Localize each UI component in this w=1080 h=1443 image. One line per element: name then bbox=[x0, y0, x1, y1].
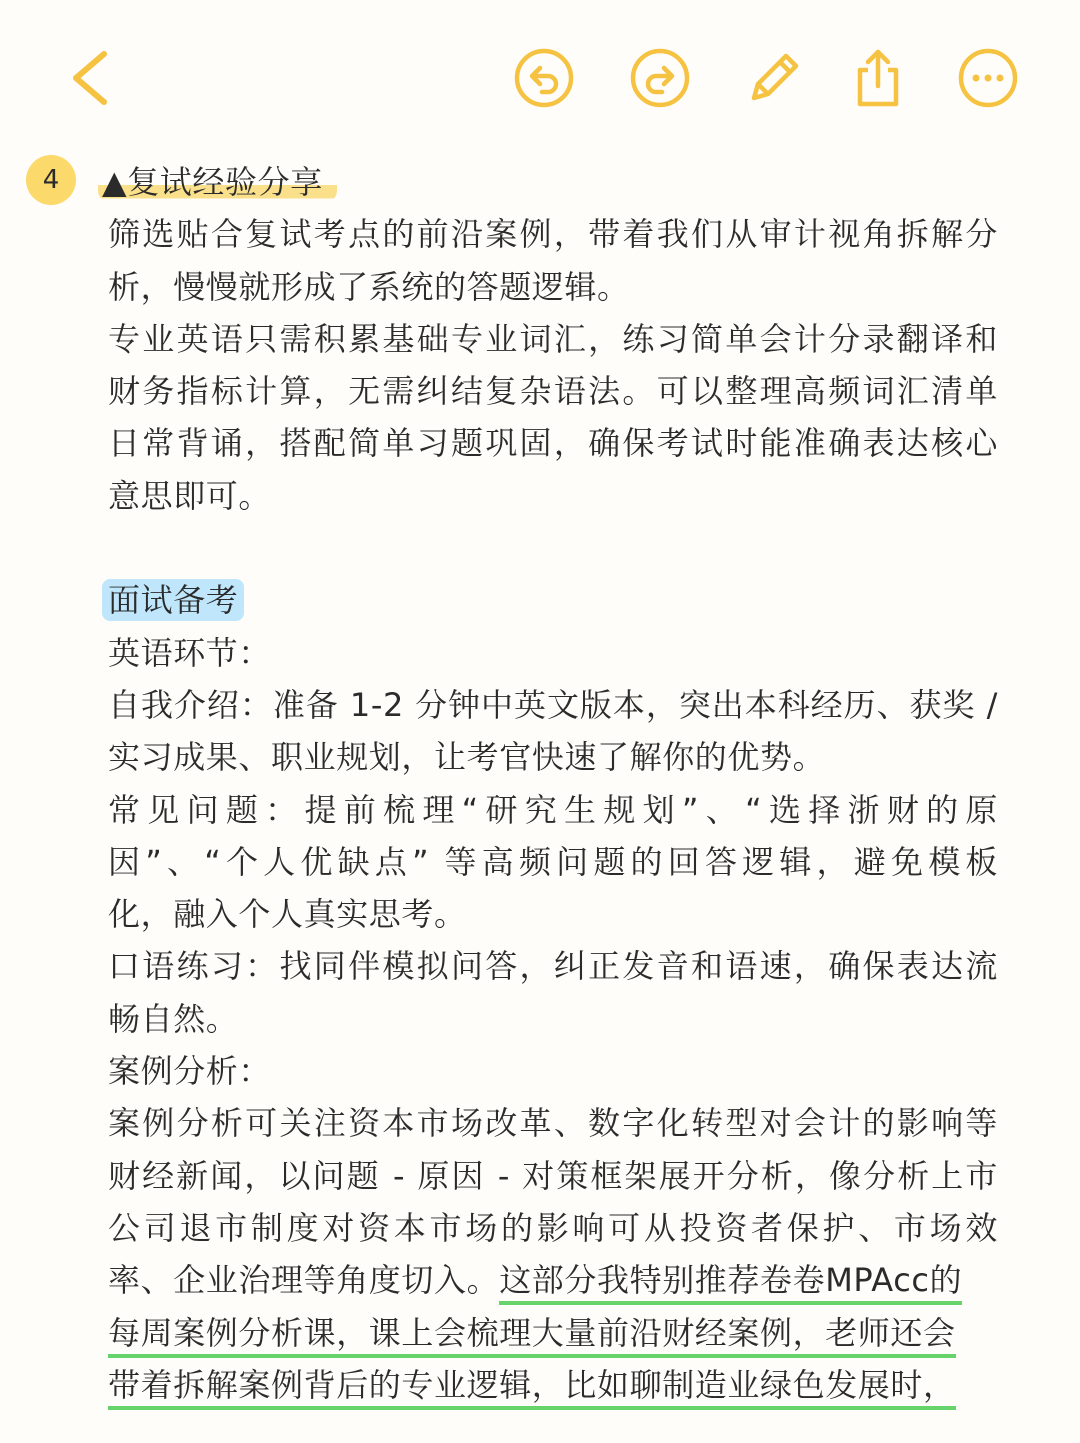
text-line: 财务指标计算，无需纠结复杂语法。可以整理高频词汇清单 bbox=[108, 372, 998, 411]
english-label: 英语环节： bbox=[108, 633, 272, 672]
more-icon[interactable] bbox=[956, 46, 1020, 110]
underlined-text: 这部分我特别推荐卷卷MPAcc的 bbox=[499, 1261, 962, 1305]
underlined-text: 带着拆解案例背后的专业逻辑，比如聊制造业绿色发展时， bbox=[108, 1366, 956, 1410]
text-line: 财经新闻，以问题 - 原因 - 对策框架展开分析，像分析上市 bbox=[108, 1156, 998, 1195]
text-line: 化，融入个人真实思考。 bbox=[108, 895, 467, 934]
section-heading: ▲复试经验分享 bbox=[98, 163, 337, 201]
interview-heading: 面试备考 bbox=[102, 579, 244, 621]
interview-heading-line bbox=[108, 574, 998, 626]
case-label: 案例分析： bbox=[108, 1052, 272, 1091]
pencil-icon[interactable] bbox=[742, 46, 806, 110]
text-line: 实习成果、职业规划，让考官快速了解你的优势。 bbox=[108, 738, 826, 777]
note-body[interactable] bbox=[102, 156, 998, 1411]
text-line: 专业英语只需积累基础专业词汇，练习简单会计分录翻译和 bbox=[108, 319, 998, 358]
underlined-line bbox=[108, 1307, 998, 1359]
text-line: 畅自然。 bbox=[108, 999, 239, 1038]
mixed-text-line bbox=[108, 1254, 998, 1306]
toolbar bbox=[0, 0, 1080, 150]
blank-line bbox=[108, 522, 998, 574]
text-line: 自我介绍：准备 1-2 分钟中英文版本，突出本科经历、获奖 / bbox=[108, 685, 998, 724]
undo-icon[interactable] bbox=[512, 46, 576, 110]
text-line: 意思即可。 bbox=[108, 476, 272, 515]
text-line: 口语练习：找同伴模拟问答，纠正发音和语速，确保表达流 bbox=[108, 947, 998, 986]
text-line: 日常背诵，搭配简单习题巩固，确保考试时能准确表达核心 bbox=[108, 424, 998, 463]
underlined-text: 每周案例分析课，课上会梳理大量前沿财经案例，老师还会 bbox=[108, 1314, 956, 1358]
section-number-badge: 4 bbox=[26, 155, 76, 205]
text-line: 案例分析可关注资本市场改革、数字化转型对会计的影响等 bbox=[108, 1104, 998, 1143]
back-icon[interactable] bbox=[60, 46, 120, 110]
text-segment: 率、企业治理等角度切入。 bbox=[108, 1261, 500, 1300]
text-line: 常见问题：提前梳理“研究生规划”、“选择浙财的原 bbox=[108, 790, 998, 829]
underlined-line bbox=[108, 1359, 998, 1411]
section-heading-line bbox=[102, 156, 998, 208]
text-line: 因”、“个人优缺点” 等高频问题的回答逻辑，避免模板 bbox=[108, 842, 998, 881]
share-icon[interactable] bbox=[846, 46, 910, 110]
text-line: 公司退市制度对资本市场的影响可从投资者保护、市场效 bbox=[108, 1208, 998, 1247]
text-line: 筛选贴合复试考点的前沿案例，带着我们从审计视角拆解分 bbox=[108, 215, 998, 254]
text-line: 析，慢慢就形成了系统的答题逻辑。 bbox=[108, 267, 630, 306]
redo-icon[interactable] bbox=[628, 46, 692, 110]
